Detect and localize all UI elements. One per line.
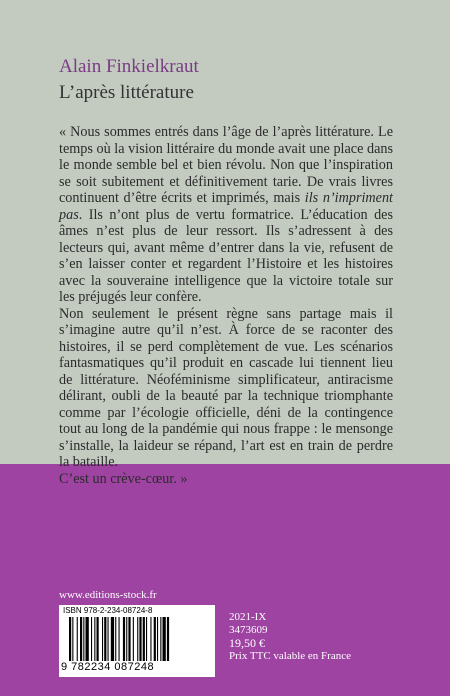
blurb-paragraph-3: C’est un crève-cœur. »	[59, 470, 188, 487]
blurb-paragraph-1: « Nous sommes entrés dans l’âge de l’après littérature. Le temps où la vision littéraire du monde avait une place dans le monde semble bel et bien révolu. Non que l’inspiration se soit subitement et définitivement tarie. De vrais livres continuent d’être écrits et imprimés, mais ils n’impriment pas. Ils n’ont plus de vertu formatrice. L’éducation des âmes n’est plus de leur ressort. Ils s’adressent à des lecteurs qui, avant même d’entrer dans la vie, refusent de s’en laisser conter et regardent l’Histoire et les histoires avec la souveraine intelligence que la victoire totale sur les préjugés leur confère.	[59, 124, 393, 305]
edition-code: 2021-IX	[229, 611, 267, 623]
barcode-icon	[69, 617, 209, 661]
isbn-label: ISBN 978-2-234-08724-8	[63, 606, 153, 615]
barcode-panel	[59, 605, 215, 677]
price: 19,50 €	[229, 636, 265, 650]
price-note: Prix TTC valable en France	[229, 650, 351, 662]
blurb-paragraph-2: Non seulement le présent règne sans partage mais il s’imagine autre qu’il n’est. À force de se raconter des histoires, il se perd complètement de vue. Les scénarios fantasmatiques qu’il produit en cascade lui tiennent lieu de littérature. Néoféminisme simplificateur, antiracisme délirant, oubli de la beauté par la technique triomphante comme par l’écologie officielle, déni de la contingence tout au long de la pandémie qui nous frappe : le mensonge s’installe, la laideur se répand, l’art est en train de perdre la bataille.	[59, 305, 393, 470]
blurb-text	[59, 124, 393, 487]
barcode-number: 9 782234 087248	[61, 661, 155, 673]
author-name: Alain Finkielkraut	[59, 56, 199, 77]
reference-code: 3473609	[229, 624, 268, 636]
price-info	[229, 611, 351, 663]
book-title: L’après littérature	[59, 82, 194, 103]
publisher-website: www.editions-stock.fr	[59, 589, 157, 601]
